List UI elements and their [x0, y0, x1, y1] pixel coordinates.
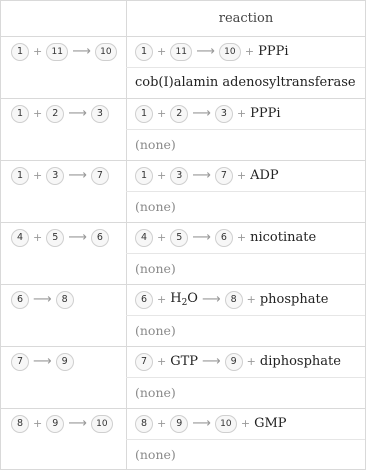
reaction-arrow: ⟶	[192, 106, 211, 121]
reaction-equation	[135, 408, 287, 439]
compound-number-badge: 4	[11, 229, 29, 247]
reaction-summary	[11, 98, 109, 129]
plus-sign: +	[157, 417, 167, 430]
plus-sign: +	[33, 417, 43, 430]
compound-number-badge: 1	[11, 105, 29, 123]
compound-number-badge: 1	[11, 167, 29, 185]
reaction-equation	[135, 98, 280, 129]
reaction-arrow: ⟶	[33, 292, 52, 307]
reaction-arrow: ⟶	[72, 44, 91, 59]
compound-number-badge: 4	[135, 229, 153, 247]
reaction-arrow: ⟶	[202, 354, 221, 369]
compound-number-badge: 8	[135, 415, 153, 433]
compound-number-badge: 6	[135, 291, 153, 309]
compound-number-badge: 7	[91, 167, 109, 185]
compound-number-badge: 1	[135, 43, 153, 61]
plus-sign: +	[157, 231, 167, 244]
reaction-arrow: ⟶	[192, 416, 211, 431]
species-label: PPPi	[250, 106, 281, 121]
plus-sign: +	[157, 45, 167, 58]
reaction-summary	[11, 346, 74, 377]
reaction-equation	[135, 160, 279, 191]
species-label: GMP	[254, 416, 287, 431]
compound-number-badge: 7	[135, 353, 153, 371]
compound-number-badge: 8	[11, 415, 29, 433]
compound-number-badge: 10	[215, 415, 237, 433]
compound-number-badge: 11	[46, 43, 68, 61]
reaction-arrow: ⟶	[192, 168, 211, 183]
reaction-arrow: ⟶	[201, 292, 221, 307]
plus-sign: +	[157, 107, 167, 120]
compound-number-badge: 9	[56, 353, 74, 371]
reaction-summary	[11, 222, 109, 253]
plus-sign: +	[33, 169, 43, 182]
compound-number-badge: 5	[170, 229, 188, 247]
compound-number-badge: 9	[170, 415, 188, 433]
species-label: diphosphate	[259, 354, 341, 369]
reaction-equation	[135, 36, 288, 67]
reaction-summary	[11, 284, 74, 315]
compound-number-badge: 9	[46, 415, 64, 433]
reaction-summary	[11, 160, 109, 191]
compound-number-badge: 3	[215, 105, 233, 123]
reaction-equation	[135, 284, 328, 315]
column-header-reaction: reaction	[218, 11, 274, 26]
reaction-equation	[135, 346, 341, 377]
compound-number-badge: 1	[135, 105, 153, 123]
reaction-summary	[11, 408, 113, 439]
plus-sign: +	[236, 231, 247, 244]
enzyme-label: (none)	[135, 323, 176, 338]
compound-number-badge: 6	[91, 229, 109, 247]
compound-number-badge: 8	[225, 291, 243, 309]
plus-sign: +	[236, 169, 247, 182]
compound-number-badge: 10	[91, 415, 113, 433]
plus-sign: +	[240, 417, 251, 430]
plus-sign: +	[157, 293, 167, 306]
column-divider	[126, 1, 127, 469]
reaction-arrow: ⟶	[33, 354, 52, 369]
enzyme-label: cob(I)alamin adenosyltransferase	[135, 75, 356, 90]
compound-number-badge: 5	[46, 229, 64, 247]
plus-sign: +	[246, 355, 256, 368]
species-label: nicotinate	[250, 230, 317, 245]
species-label: $H_2O$	[170, 291, 198, 308]
compound-number-badge: 7	[215, 167, 233, 185]
enzyme-label: (none)	[135, 261, 176, 276]
species-label: PPPi	[258, 44, 289, 59]
compound-number-badge: 1	[11, 43, 29, 61]
plus-sign: +	[33, 45, 43, 58]
reaction-arrow: ⟶	[68, 230, 87, 245]
plus-sign: +	[246, 293, 256, 306]
compound-number-badge: 9	[225, 353, 243, 371]
enzyme-label: (none)	[135, 137, 176, 152]
compound-number-badge: 10	[95, 43, 117, 61]
enzyme-label: (none)	[135, 447, 176, 462]
reaction-summary	[11, 36, 117, 67]
plus-sign: +	[236, 107, 247, 120]
compound-number-badge: 11	[170, 43, 192, 61]
compound-number-badge: 6	[215, 229, 233, 247]
compound-number-badge: 8	[56, 291, 74, 309]
reaction-equation	[135, 222, 316, 253]
compound-number-badge: 2	[170, 105, 188, 123]
enzyme-label: (none)	[135, 385, 176, 400]
compound-number-badge: 2	[46, 105, 64, 123]
plus-sign: +	[157, 169, 167, 182]
reaction-arrow: ⟶	[196, 44, 215, 59]
compound-number-badge: 3	[46, 167, 64, 185]
plus-sign: +	[157, 355, 167, 368]
plus-sign: +	[33, 107, 43, 120]
reaction-arrow: ⟶	[192, 230, 211, 245]
species-label: phosphate	[259, 292, 329, 307]
compound-number-badge: 3	[170, 167, 188, 185]
species-label: GTP	[170, 354, 199, 369]
reaction-arrow: ⟶	[68, 106, 87, 121]
plus-sign: +	[33, 231, 43, 244]
reaction-arrow: ⟶	[68, 168, 87, 183]
compound-number-badge: 10	[219, 43, 241, 61]
plus-sign: +	[244, 45, 255, 58]
enzyme-label: (none)	[135, 199, 176, 214]
species-label: ADP	[250, 168, 279, 183]
compound-number-badge: 3	[91, 105, 109, 123]
reaction-arrow: ⟶	[68, 416, 87, 431]
compound-number-badge: 7	[11, 353, 29, 371]
compound-number-badge: 1	[135, 167, 153, 185]
compound-number-badge: 6	[11, 291, 29, 309]
